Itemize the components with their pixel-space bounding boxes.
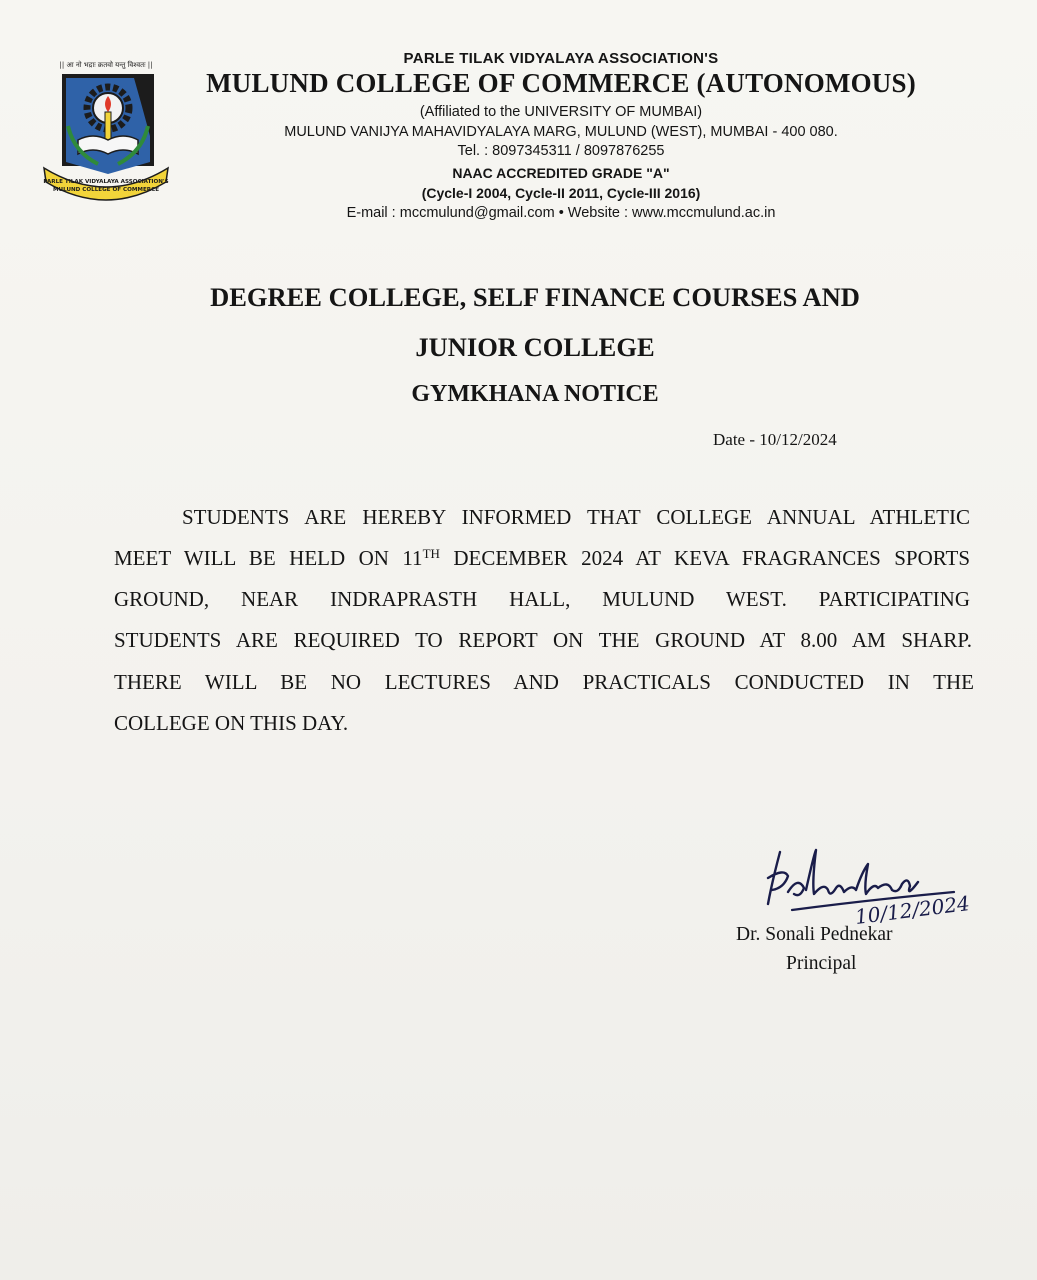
signature-date: 10/12/2024 xyxy=(853,891,972,929)
body-line-2-end: DECEMBER 2024 AT KEVA FRAGRANCES SPORTS xyxy=(439,546,970,570)
college-address: MULUND VANIJYA MAHAVIDYALAYA MARG, MULUND (WEST), MUMBAI - 400 080. xyxy=(284,124,838,140)
notice-title: GYMKHANA NOTICE xyxy=(411,381,659,407)
body-line-6: COLLEGE ON THIS DAY. xyxy=(114,711,349,735)
principal-designation: Principal xyxy=(786,953,857,974)
notice-heading-line-1: DEGREE COLLEGE, SELF FINANCE COURSES AND xyxy=(210,282,860,312)
notice-heading-line-2: JUNIOR COLLEGE xyxy=(415,332,655,362)
body-line-3: GROUND, NEAR INDRAPRASTH HALL, MULUND WEST. PARTICIPATING xyxy=(114,587,970,611)
body-line-2-start: MEET WILL BE HELD ON 11 xyxy=(114,546,423,570)
notice-date: Date - 10/12/2024 xyxy=(713,430,837,449)
association-name: PARLE TILAK VIDYALAYA ASSOCIATION'S xyxy=(403,50,719,67)
body-line-1: STUDENTS ARE HEREBY INFORMED THAT COLLEGE ANNUAL ATHLETIC xyxy=(182,505,970,529)
handwritten-signature-icon xyxy=(758,842,993,932)
emblem-ribbon-text-1: PARLE TILAK VIDYALAYA ASSOCIATION'S xyxy=(43,179,169,185)
college-emblem-icon xyxy=(38,56,174,206)
accreditation-cycles: (Cycle-I 2004, Cycle-II 2011, Cycle-III 2016) xyxy=(421,185,701,201)
principal-name: Dr. Sonali Pednekar xyxy=(736,924,893,945)
body-line-4: STUDENTS ARE REQUIRED TO REPORT ON THE GROUND AT 8.00 AM SHARP. xyxy=(114,628,972,652)
emblem-ribbon-text-2: MULUND COLLEGE OF COMMERCE xyxy=(52,187,160,193)
contact-details: E-mail : mccmulund@gmail.com • Website : www.mccmulund.ac.in xyxy=(346,205,776,221)
college-emblem-logo xyxy=(38,56,174,206)
body-line-2 xyxy=(114,546,970,571)
telephone-numbers: Tel. : 8097345311 / 8097876255 xyxy=(457,143,665,159)
principal-signature xyxy=(758,842,993,932)
naac-accreditation: NAAC ACCREDITED GRADE "A" xyxy=(452,165,670,181)
body-line-5: THERE WILL BE NO LECTURES AND PRACTICALS CONDUCTED IN THE xyxy=(114,670,974,694)
affiliation-text: (Affiliated to the UNIVERSITY OF MUMBAI) xyxy=(419,104,703,120)
college-name: MULUND COLLEGE OF COMMERCE (AUTONOMOUS) xyxy=(206,68,916,98)
emblem-motto: || आ नो भद्राः क्रतवो यन्तु विश्वतः || xyxy=(59,61,153,69)
ordinal-suffix: TH xyxy=(422,546,440,561)
